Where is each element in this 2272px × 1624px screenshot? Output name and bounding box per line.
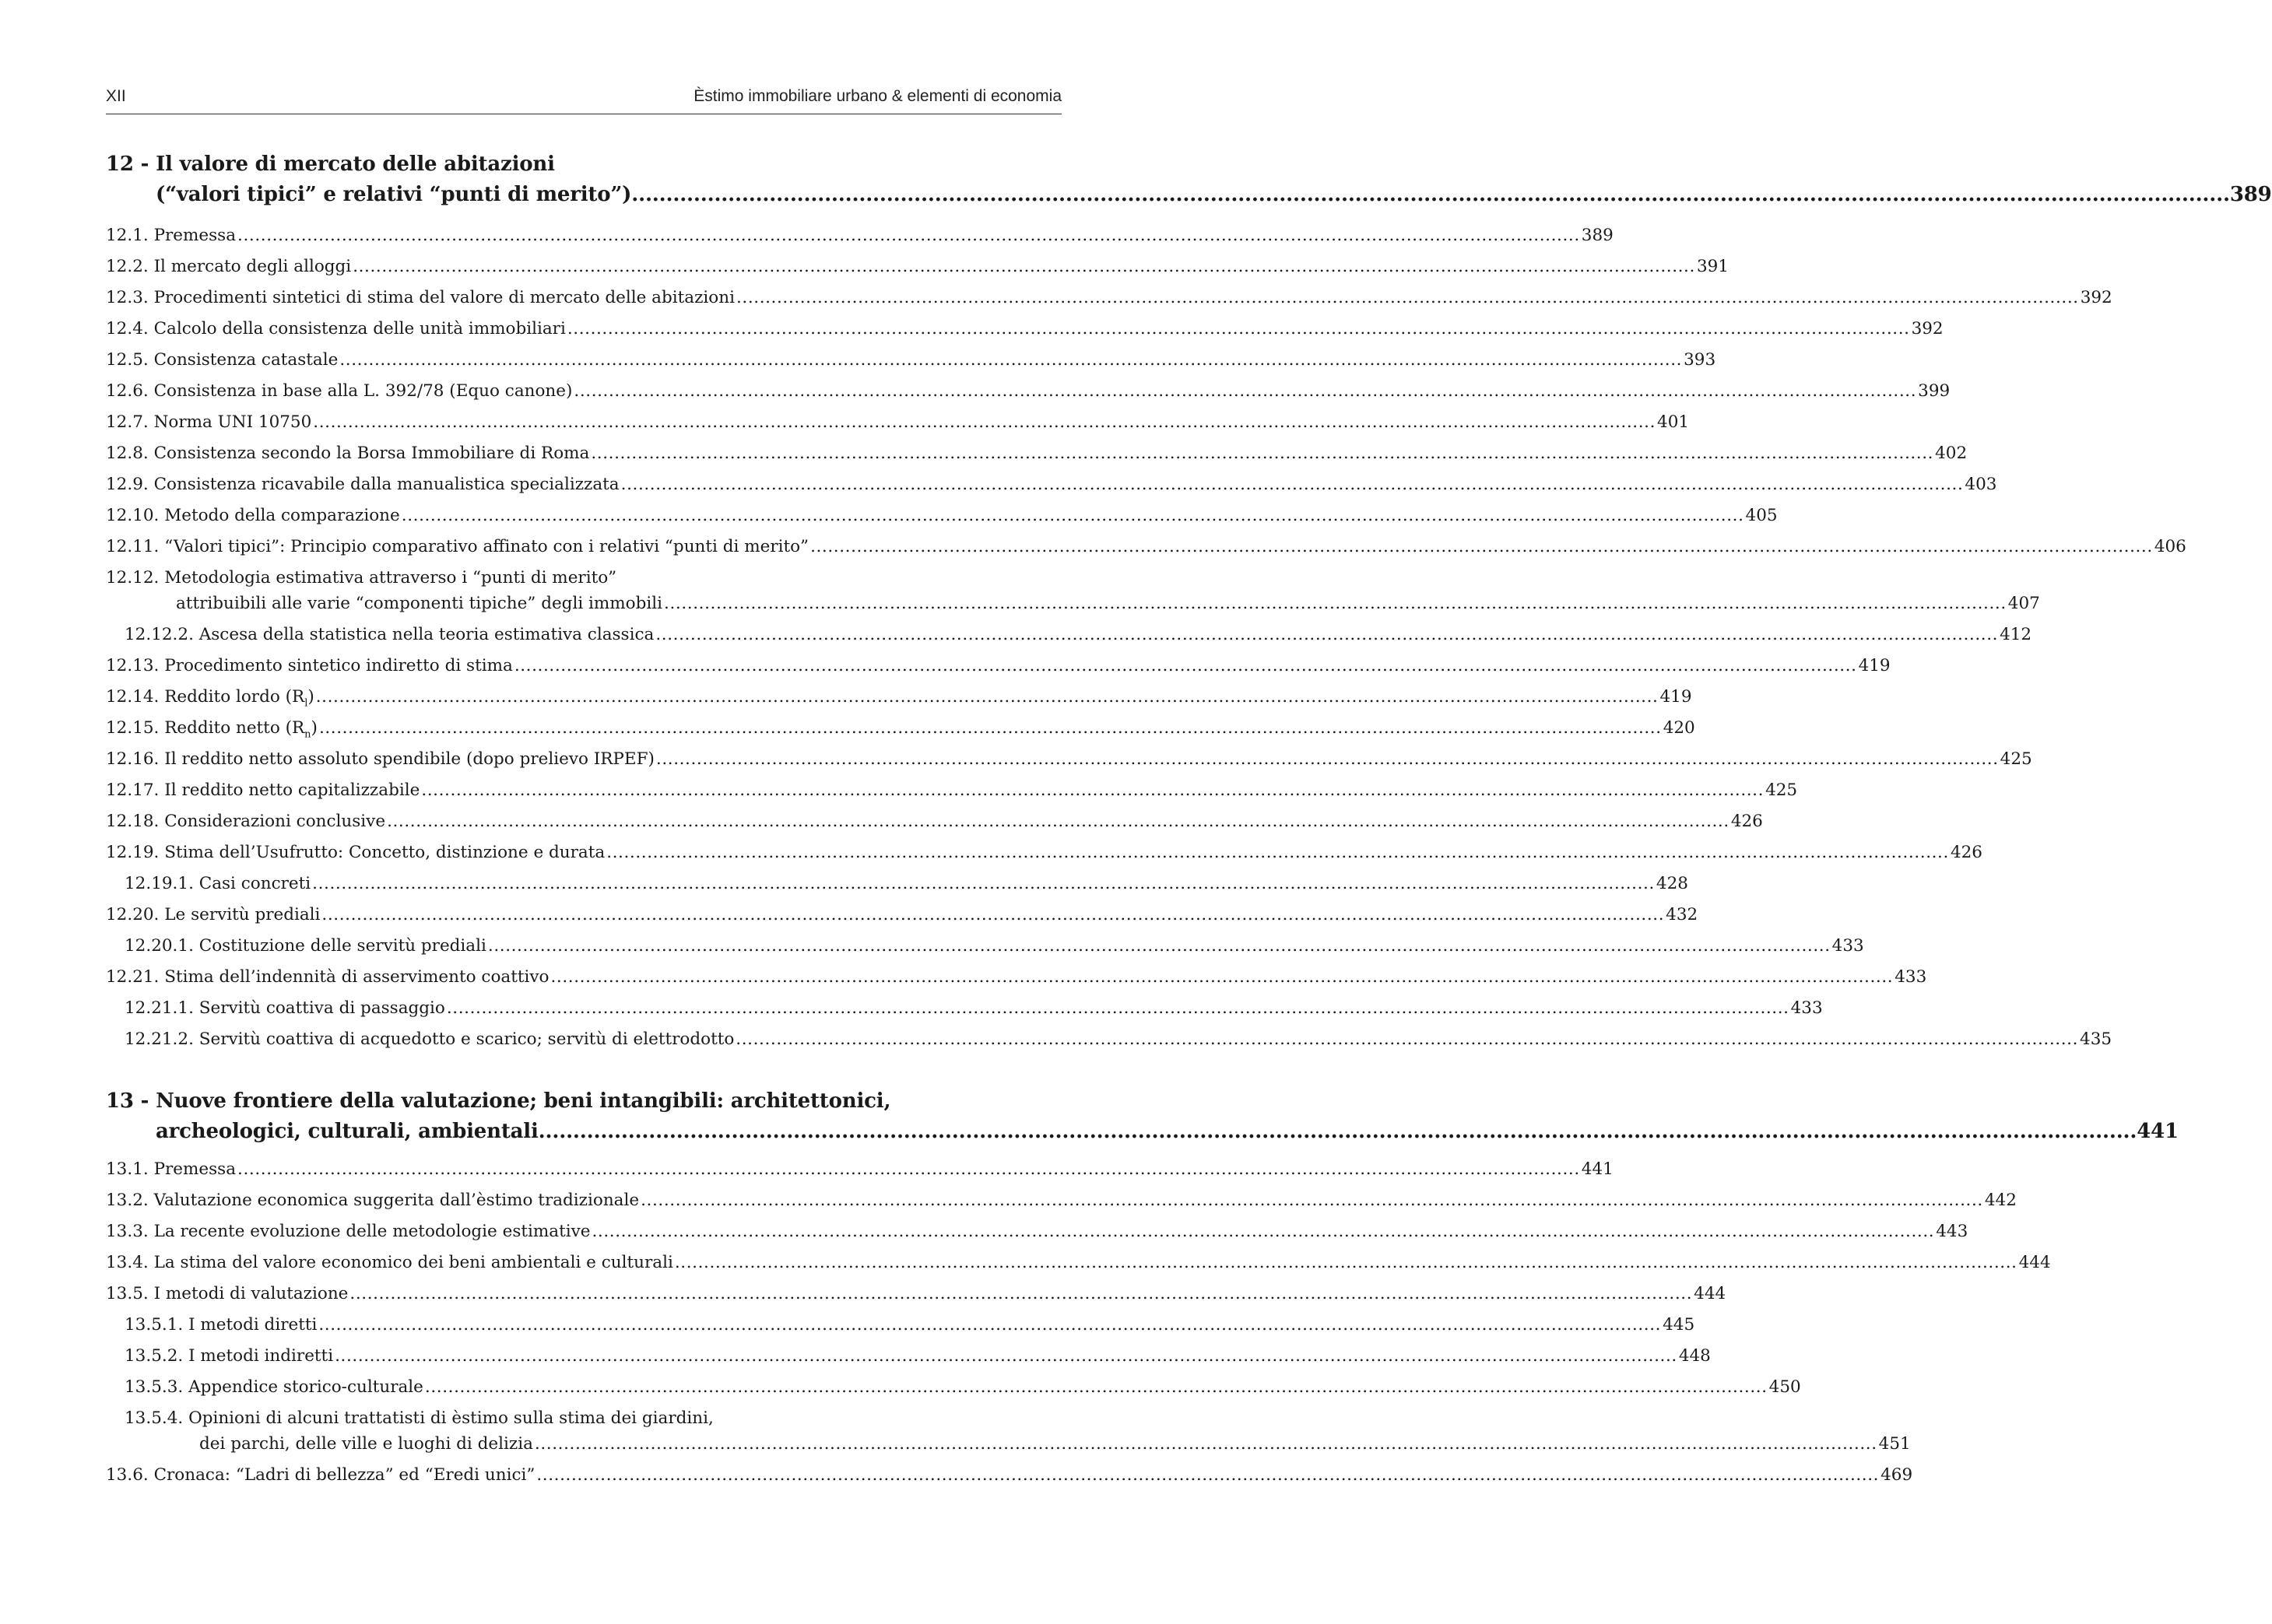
leader-dots: ........................................................................................................................................................................................................................................: [237, 226, 1580, 245]
leader-dots: ........................................................................................................................................................................................................................................: [664, 594, 2007, 613]
entry-number: 12.2.: [106, 257, 149, 276]
entry-title: [188, 1346, 333, 1366]
entry-page: 407: [2007, 594, 2040, 613]
page-number: XII: [106, 87, 126, 105]
entry-number: 13.5.4.: [125, 1408, 184, 1428]
entry-page: 412: [2000, 625, 2032, 644]
entry-title-text: Casi concreti: [198, 874, 311, 893]
entry-number: 12.19.1.: [125, 874, 194, 893]
entry-title-text: Procedimento sintetico indiretto di stima: [164, 656, 513, 675]
entry-page: 419: [1659, 687, 1692, 707]
entry-page: 448: [1678, 1346, 1711, 1366]
chapter-12-entries: [106, 226, 2186, 1061]
entry-number: 13.5.2.: [125, 1346, 184, 1366]
entry-page: 469: [1880, 1465, 1913, 1485]
chapter-page: 441: [2137, 1120, 2179, 1143]
leader-dots: ........................................................................................................................................................................................................................................: [321, 905, 1665, 924]
entry-title: [188, 1315, 317, 1335]
entry-number: 12.20.: [106, 905, 160, 924]
entry-title-text: Il mercato degli alloggi: [153, 257, 352, 276]
leader-dots: ........................................................................................................................................................................................................................................: [446, 998, 1789, 1018]
entry-title-text: Consistenza ricavabile dalla manualistica specializzata: [153, 475, 620, 494]
toc-entry[interactable]: [106, 257, 1729, 288]
leader-dots: ........................................................................................................................................................................................................................................: [339, 350, 1683, 370]
toc-entry[interactable]: [106, 967, 1927, 998]
leader-dots: ........................................................................................................................................................................................................................................: [538, 1120, 2137, 1143]
entry-page: 433: [1895, 967, 1927, 987]
entry-title: [199, 1029, 735, 1049]
leader-dots: ........................................................................................................................................................................................................................................: [313, 412, 1656, 432]
entry-page: 442: [1984, 1191, 2017, 1210]
entry-title: [154, 1191, 640, 1210]
entry-page: 444: [1694, 1284, 1726, 1303]
entry-page: 426: [1730, 812, 1763, 831]
entry-page: 443: [1936, 1222, 1968, 1241]
leader-dots: ........................................................................................................................................................................................................................................: [318, 718, 1662, 738]
entry-title-text: Il reddito netto capitalizzabile: [164, 780, 420, 800]
entry-title-text: I metodi indiretti: [188, 1346, 334, 1366]
entry-title-text: Costituzione delle servitù prediali: [198, 936, 486, 956]
entry-number: 12.16.: [106, 749, 160, 769]
toc-entry[interactable]: [106, 812, 1763, 843]
entry-title-text: Calcolo della consistenza delle unità immobiliari: [153, 319, 566, 338]
toc-entry[interactable]: [106, 718, 1695, 749]
entry-title-text: Consistenza in base alla L. 392/78 (Equo canone): [153, 381, 573, 401]
toc-entry[interactable]: [106, 475, 1997, 506]
toc-entry[interactable]: [106, 506, 1778, 537]
entry-number: 13.5.: [106, 1284, 149, 1303]
entry-page: 445: [1663, 1315, 1695, 1335]
toc-entry[interactable]: [106, 1284, 1726, 1315]
entry-number: 12.20.1.: [125, 936, 194, 956]
toc-entry[interactable]: [106, 749, 2032, 780]
entry-page: 433: [1831, 936, 1864, 956]
chapter-13-entries: [106, 1159, 2051, 1496]
entry-title: [154, 350, 339, 370]
entry-title-text: Procedimenti sintetici di stima del valore di mercato delle abitazioni: [153, 288, 735, 307]
leader-dots: ........................................................................................................................................................................................................................................: [514, 656, 1857, 675]
entry-number: 12.7.: [106, 412, 149, 432]
leader-dots: ........................................................................................................................................................................................................................................: [574, 381, 1917, 401]
entry-title: [154, 381, 573, 401]
entry-title-text: Stima dell’indennità di asservimento coattivo: [164, 967, 550, 987]
leader-dots: ........................................................................................................................................................................................................................................: [567, 319, 1910, 338]
entry-title-text: La recente evoluzione delle metodologie estimative: [153, 1222, 591, 1241]
entry-page: 392: [1911, 319, 1944, 338]
toc-entry[interactable]: [106, 905, 1698, 936]
toc-entry[interactable]: [106, 381, 1951, 412]
toc-entry[interactable]: [106, 936, 1864, 967]
entry-title: [199, 874, 311, 893]
chapter-subtitle: archeologici, culturali, ambientali: [156, 1120, 539, 1143]
entry-number: 12.18.: [106, 812, 160, 831]
entry-page: 405: [1745, 506, 1778, 525]
entry-page: 389: [1581, 226, 1614, 245]
entry-number: 13.3.: [106, 1222, 149, 1241]
leader-dots: ........................................................................................................................................................................................................................................: [592, 1222, 1935, 1241]
entry-title-text: Le servitù prediali: [164, 905, 321, 924]
entry-number: 12.14.: [106, 687, 160, 707]
entry-number: 12.4.: [106, 319, 149, 338]
toc-entry[interactable]: [106, 1346, 1711, 1377]
entry-title-text: Appendice storico-culturale: [188, 1377, 423, 1397]
entry-number: 12.13.: [106, 656, 160, 675]
entry-title: [154, 444, 590, 463]
chapter-subtitle: (“valori tipici” e relativi “punti di merito”): [156, 183, 632, 206]
entry-title-text: Reddito lordo (R: [164, 687, 305, 707]
toc-entry[interactable]: [106, 1253, 2051, 1284]
toc-entry[interactable]: [106, 1029, 2112, 1061]
chapter-page: 389: [2229, 183, 2272, 206]
leader-dots: ........................................................................................................................................................................................................................................: [387, 812, 1729, 831]
toc-entry[interactable]: [106, 1377, 1801, 1408]
entry-number: 12.6.: [106, 381, 149, 401]
leader-dots: ........................................................................................................................................................................................................................................: [736, 288, 2079, 307]
entry-title-text: La stima del valore economico dei beni ambientali e culturali: [153, 1253, 673, 1272]
leader-dots: ........................................................................................................................................................................................................................................: [353, 257, 1695, 276]
entry-page: 450: [1768, 1377, 1801, 1397]
entry-subscript: n: [304, 728, 311, 741]
leader-dots: ........................................................................................................................................................................................................................................: [534, 1434, 1877, 1454]
entry-number: 13.1.: [106, 1159, 149, 1179]
entry-number: 12.12.2.: [125, 625, 194, 644]
entry-title: [154, 475, 620, 494]
toc-entry[interactable]: [106, 874, 1688, 905]
entry-title-text: I metodi diretti: [188, 1315, 318, 1335]
entry-number: 12.21.1.: [125, 998, 194, 1018]
entry-title-text: Consistenza secondo la Borsa Immobiliare di Roma: [153, 444, 590, 463]
entry-number: 12.21.: [106, 967, 160, 987]
toc-entry[interactable]: [106, 568, 2040, 625]
leader-dots: ........................................................................................................................................................................................................................................: [606, 843, 1949, 862]
leader-dots: ........................................................................................................................................................................................................................................: [315, 687, 1659, 707]
entry-title-text: Cronaca: “Ladri di bellezza” ed “Eredi unici”: [153, 1465, 536, 1485]
entry-page: 403: [1965, 475, 1997, 494]
entry-page: 425: [2000, 749, 2032, 769]
toc-entry[interactable]: [106, 1159, 1614, 1191]
entry-number: 12.8.: [106, 444, 149, 463]
page-header: [106, 87, 1062, 114]
leader-dots: ........................................................................................................................................................................................................................................: [318, 1315, 1662, 1335]
toc-entry[interactable]: [106, 1408, 1911, 1465]
entry-page: 399: [1918, 381, 1951, 401]
chapter-title: 13 - Nuove frontiere della valutazione; beni intangibili: architettonici,: [106, 1089, 891, 1113]
toc-entry[interactable]: [106, 687, 1692, 718]
entry-number: 12.21.2.: [125, 1029, 194, 1049]
entry-title: [164, 843, 605, 862]
entry-page: 406: [2154, 537, 2186, 556]
entry-page: 391: [1696, 257, 1729, 276]
entry-title: [164, 537, 809, 556]
leader-dots: ........................................................................................................................................................................................................................................: [641, 1191, 1983, 1210]
toc-entry[interactable]: [106, 843, 1982, 874]
entry-title: [164, 749, 655, 769]
entry-title: [154, 288, 735, 307]
entry-title-text: Stima dell’Usufrutto: Concetto, distinzione e durata: [164, 843, 606, 862]
entry-title-continued: dei parchi, delle ville e luoghi di delizia: [199, 1434, 533, 1454]
entry-title-text: Servitù coattiva di passaggio: [198, 998, 445, 1018]
leader-dots: ........................................................................................................................................................................................................................................: [424, 1377, 1768, 1397]
entry-title: [164, 812, 385, 831]
chapter-13-heading: [106, 1089, 2179, 1150]
entry-number: 13.6.: [106, 1465, 149, 1485]
leader-dots: ........................................................................................................................................................................................................................................: [655, 625, 1999, 644]
entry-page: 432: [1666, 905, 1698, 924]
entry-title: [188, 1377, 423, 1397]
entry-number: 13.2.: [106, 1191, 149, 1210]
entry-number: 12.15.: [106, 718, 160, 738]
entry-title: [164, 780, 420, 800]
toc-entry[interactable]: [106, 1465, 1913, 1496]
entry-page: 425: [1765, 780, 1798, 800]
entry-title: [154, 226, 236, 245]
entry-title: [154, 1253, 673, 1272]
leader-dots: ........................................................................................................................................................................................................................................: [550, 967, 1894, 987]
leader-dots: ........................................................................................................................................................................................................................................: [312, 874, 1655, 893]
toc-entry[interactable]: [106, 226, 1614, 257]
entry-title-text: “Valori tipici”: Principio comparativo affinato con i relativi “punti di merito”: [164, 537, 809, 556]
entry-title: [199, 625, 655, 644]
entry-title-text: Norma UNI 10750: [153, 412, 312, 432]
entry-page: 426: [1950, 843, 1982, 862]
leader-dots: ........................................................................................................................................................................................................................................: [674, 1253, 2017, 1272]
entry-title-text: Premessa: [153, 1159, 237, 1179]
toc-entry[interactable]: [106, 1315, 1695, 1346]
leader-dots: ........................................................................................................................................................................................................................................: [349, 1284, 1693, 1303]
entry-page: 420: [1663, 718, 1695, 738]
entry-title: [164, 905, 320, 924]
entry-title: Opinioni di alcuni trattatisti di èstimo sulla stima dei giardini,: [188, 1408, 714, 1428]
entry-number: 13.4.: [106, 1253, 149, 1272]
entry-number: 12.11.: [106, 537, 160, 556]
entry-title-text: Considerazioni conclusive: [164, 812, 386, 831]
entry-title-text: Consistenza catastale: [153, 350, 339, 370]
leader-dots: ........................................................................................................................................................................................................................................: [591, 444, 1934, 463]
toc-entry[interactable]: [106, 625, 2032, 656]
toc-entry[interactable]: [106, 412, 1690, 444]
entry-title-end: ): [311, 718, 318, 738]
entry-page: 441: [1581, 1159, 1614, 1179]
entry-title-continued: attribuibili alle varie “componenti tipiche” degli immobili: [176, 594, 663, 613]
entry-title-text: Servitù coattiva di acquedotto e scarico; servitù di elettrodotto: [198, 1029, 735, 1049]
entry-title-text: Valutazione economica suggerita dall’èstimo tradizionale: [153, 1191, 640, 1210]
entry-title: [154, 1159, 236, 1179]
entry-page: 428: [1656, 874, 1688, 893]
entry-title: [164, 718, 318, 740]
entry-title: [154, 1284, 349, 1303]
entry-title: [199, 936, 486, 956]
entry-title-text: I metodi di valutazione: [153, 1284, 349, 1303]
entry-page: 401: [1657, 412, 1690, 432]
entry-page: 393: [1684, 350, 1716, 370]
entry-number: 12.17.: [106, 780, 160, 800]
entry-title: [199, 998, 445, 1018]
leader-dots: ........................................................................................................................................................................................................................................: [401, 506, 1744, 525]
entry-page: 433: [1790, 998, 1823, 1018]
toc-entry[interactable]: [106, 1222, 1968, 1253]
chapter-12-heading: [106, 153, 2272, 213]
entry-number: 12.19.: [106, 843, 160, 862]
leader-dots: ........................................................................................................................................................................................................................................: [536, 1465, 1880, 1485]
leader-dots: ........................................................................................................................................................................................................................................: [631, 183, 2230, 206]
entry-title: [154, 412, 312, 432]
entry-number: 12.3.: [106, 288, 149, 307]
leader-dots: ........................................................................................................................................................................................................................................: [335, 1346, 1677, 1366]
entry-page: 451: [1878, 1434, 1911, 1454]
leader-dots: ........................................................................................................................................................................................................................................: [620, 475, 1964, 494]
chapter-title: 12 - Il valore di mercato delle abitazioni: [106, 153, 555, 176]
entry-title-text: Reddito netto (R: [164, 718, 305, 738]
leader-dots: ........................................................................................................................................................................................................................................: [421, 780, 1765, 800]
entry-title: [154, 1465, 536, 1485]
leader-dots: ........................................................................................................................................................................................................................................: [736, 1029, 2079, 1049]
toc-entry[interactable]: [106, 1191, 2017, 1222]
entry-page: 392: [2080, 288, 2112, 307]
entry-title-text: Ascesa della statistica nella teoria estimativa classica: [198, 625, 655, 644]
leader-dots: ........................................................................................................................................................................................................................................: [655, 749, 1999, 769]
running-title: Èstimo immobiliare urbano & elementi di economia: [694, 87, 1062, 105]
toc-entry[interactable]: [106, 350, 1716, 381]
entry-title: [164, 967, 549, 987]
toc-entry[interactable]: [106, 319, 1944, 350]
toc-entry[interactable]: [106, 288, 2112, 319]
entry-title-text: Metodo della comparazione: [164, 506, 400, 525]
entry-title: Metodologia estimativa attraverso i “punti di merito”: [164, 568, 617, 588]
toc-entry[interactable]: [106, 656, 1891, 687]
entry-title-text: Premessa: [153, 226, 237, 245]
entry-title: [154, 319, 566, 338]
entry-number: 12.5.: [106, 350, 149, 370]
entry-number: 12.10.: [106, 506, 160, 525]
entry-number: 13.5.1.: [125, 1315, 184, 1335]
entry-number: 12.9.: [106, 475, 149, 494]
entry-page: 402: [1935, 444, 1968, 463]
entry-title: [164, 687, 314, 709]
leader-dots: ........................................................................................................................................................................................................................................: [487, 936, 1831, 956]
toc-entry[interactable]: [106, 780, 1798, 812]
entry-number: 13.5.3.: [125, 1377, 184, 1397]
entry-page: 444: [2018, 1253, 2051, 1272]
entry-page: 435: [2080, 1029, 2112, 1049]
leader-dots: ........................................................................................................................................................................................................................................: [810, 537, 2153, 556]
entry-title: [164, 656, 513, 675]
toc-entry[interactable]: [106, 537, 2186, 568]
entry-title-end: ): [307, 687, 314, 707]
leader-dots: ........................................................................................................................................................................................................................................: [237, 1159, 1580, 1179]
toc-entry[interactable]: [106, 444, 1968, 475]
entry-number: 12.1.: [106, 226, 149, 245]
toc-entry[interactable]: [106, 998, 1823, 1029]
entry-title-text: Il reddito netto assoluto spendibile (dopo prelievo IRPEF): [164, 749, 655, 769]
entry-title: [154, 257, 352, 276]
entry-number: 12.12.: [106, 568, 160, 588]
entry-page: 419: [1858, 656, 1891, 675]
entry-subscript: l: [304, 697, 308, 710]
entry-title: [154, 1222, 591, 1241]
entry-title: [164, 506, 400, 525]
